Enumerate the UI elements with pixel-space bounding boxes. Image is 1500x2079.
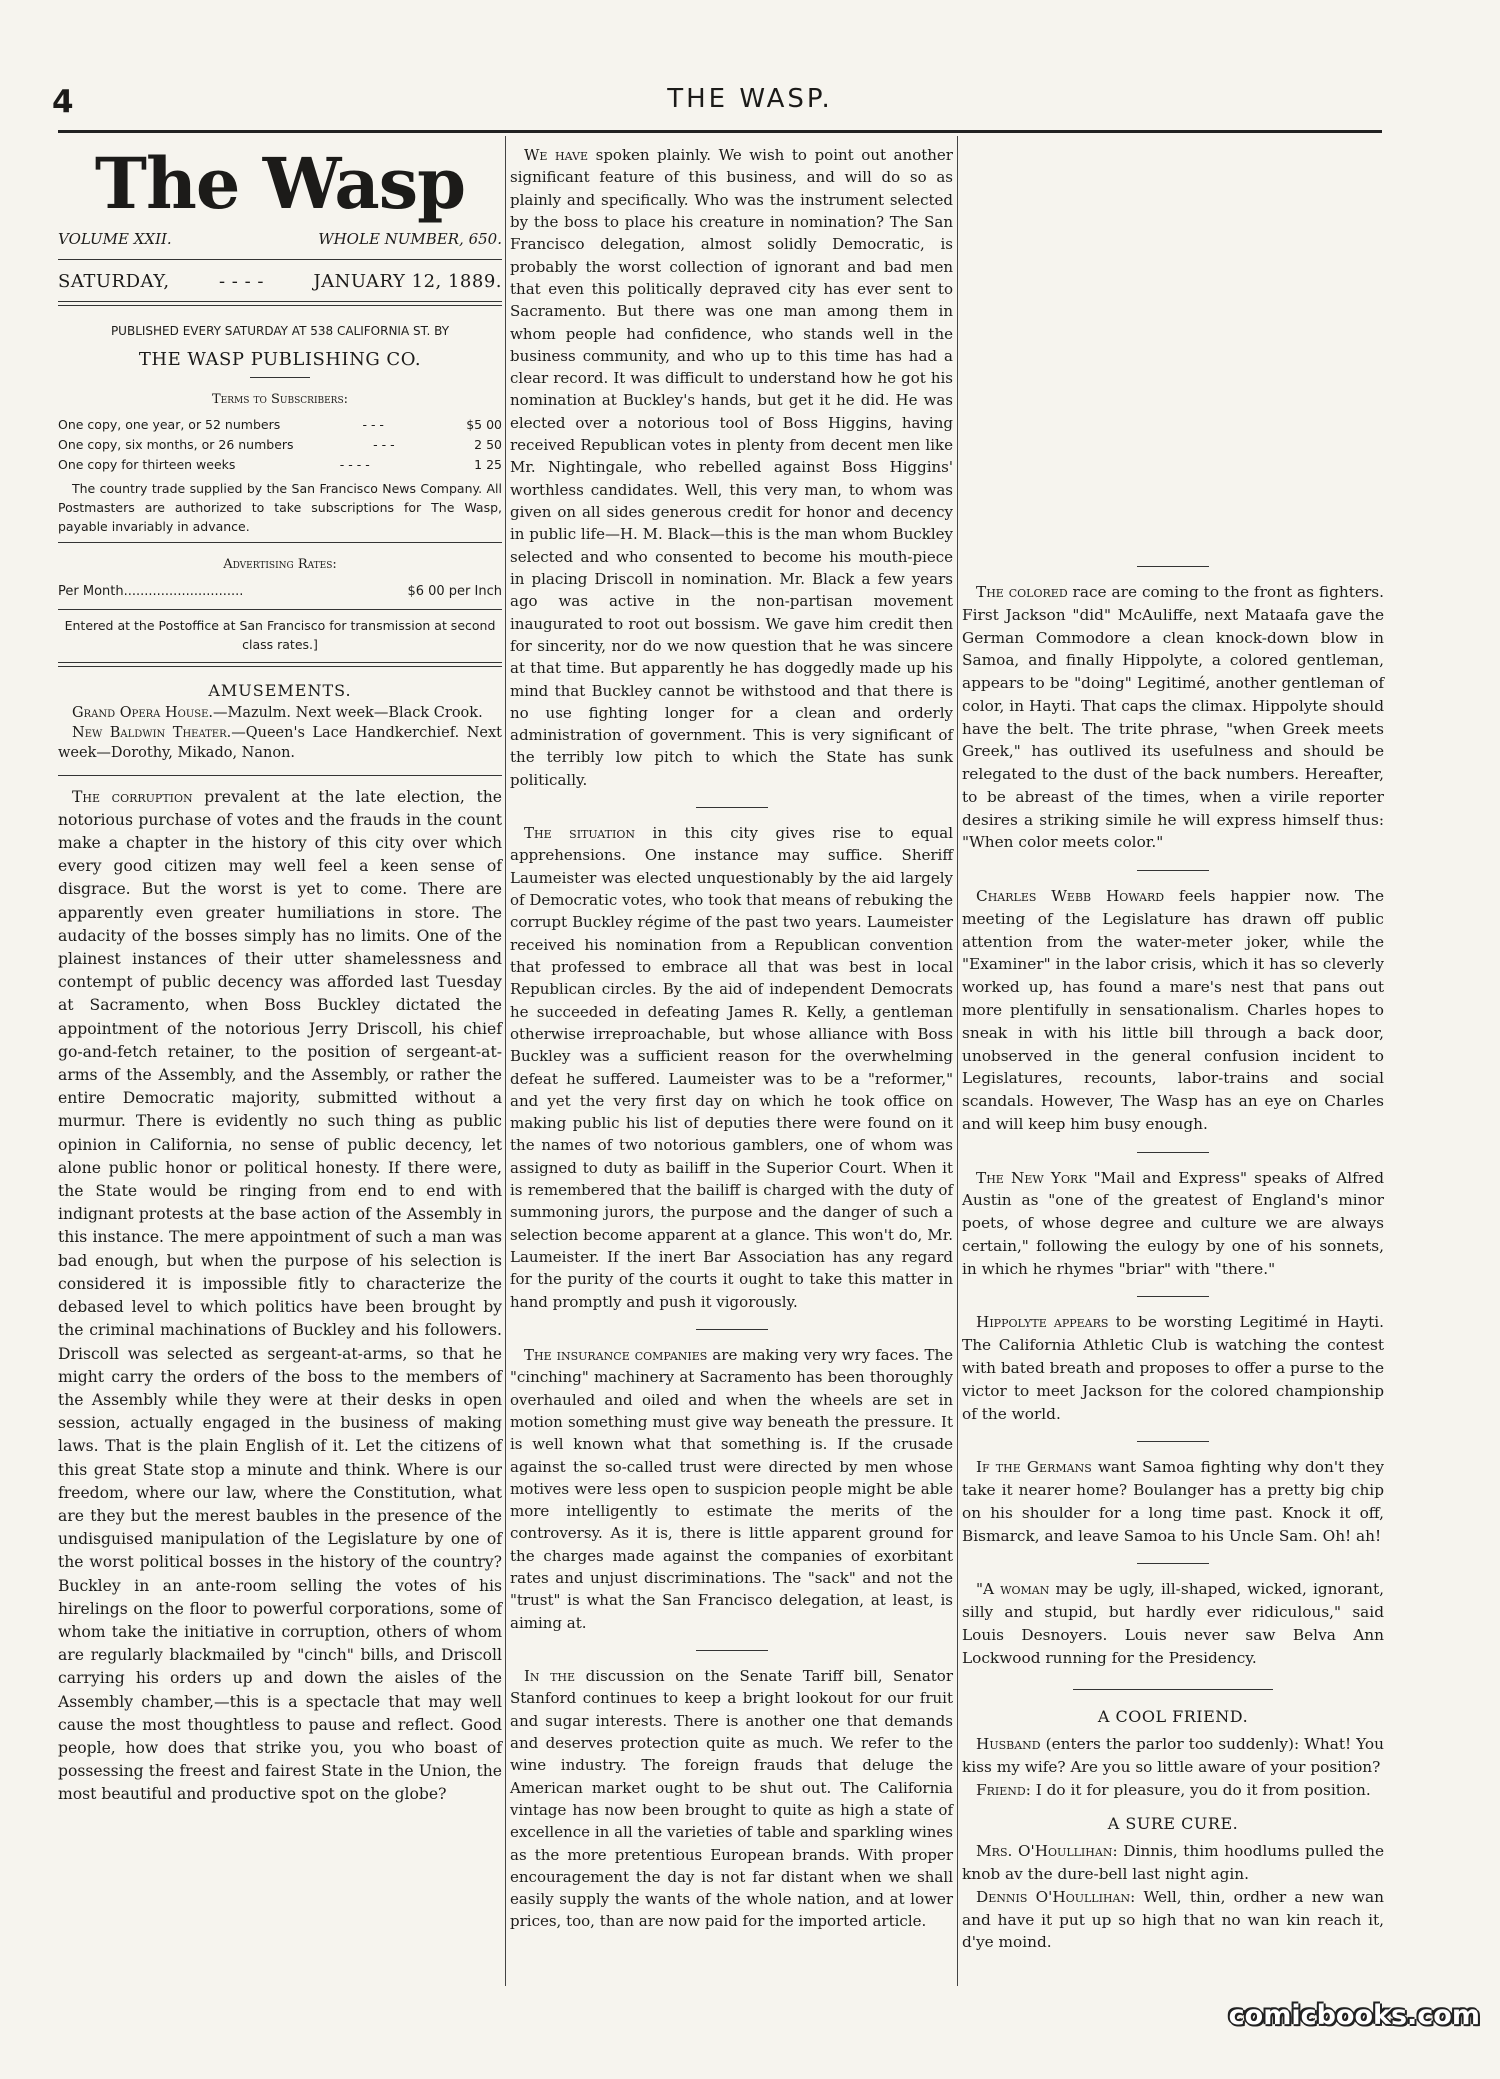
article-tariff bbox=[510, 1665, 953, 1933]
amusement-venue: Grand Opera House. bbox=[72, 704, 214, 721]
article-text: in this city gives rise to equal apprehensions. One instance may suffice. Sheriff Laumeister was elected unquestionably by the aid largely of Democratic votes, who took that means of rebuking the corrupt Buckley régime of the past two years. Laumeister received his nomination from a Republican convention that professed to embrace all that was best in local Republican circles. By the aid of independent Democrats he succeeded in defeating James R. Kelly, a gentleman otherwise irreproachable, but whose alliance with Boss Buckley was a sufficient reason for the overwhelming defeat he suffered. Laumeister was to be a "reformer," and yet the very first day on which he took office on making public his list of deputies there were found on it the names of two notorious gamblers, one of whom was assigned to duty as bailiff in the Superior Court. When it is remembered that the bailiff is charged with the duty of summoning jurors, the purpose and the danger of such a selection become apparent at a glance. This won't do, Mr. Laumeister. If the inert Bar Association has any regard for the purity of the courts it ought to take this matter in hand promptly and push it vigorously. bbox=[510, 824, 953, 1311]
article-text: are making very wry faces. The "cinching" machinery at Sacramento has been thoroughly overhauled and oiled and when the wheels are set in motion something must give way beneath the pressure. It is well known what that something is. If the crusade against the so-called trust were directed by men whose motives were less open to suspicion people might be able more intelligently to estimate the merits of the controversy. As it is, there is little apparent ground for the charges made against the companies of exorbitant rates and unjust discriminations. The "sack" and not the "trust" is what the San Francisco delegation, at least, is aiming at. bbox=[510, 1345, 953, 1632]
volume-line bbox=[58, 228, 502, 251]
advertising-label: Per Month............................. bbox=[58, 584, 244, 600]
article-howard bbox=[962, 885, 1384, 1135]
cool-friend-heading: A COOL FRIEND. bbox=[1097, 1707, 1249, 1727]
column-1 bbox=[58, 136, 502, 1807]
article-lead: The corruption bbox=[72, 787, 193, 806]
amusements-heading: AMUSEMENTS. bbox=[208, 681, 352, 701]
article-lead: If the Germans bbox=[976, 1458, 1092, 1477]
dialogue-line bbox=[962, 1779, 1384, 1802]
terms-row bbox=[58, 415, 502, 435]
terms-price: 2 50 bbox=[474, 437, 502, 453]
amusement-text: —Mazulm. Next week—Black Crook. bbox=[213, 704, 483, 721]
terms-dots: - - - bbox=[362, 417, 384, 433]
column-divider-1 bbox=[505, 136, 506, 1986]
dialogue-text: Well, thin, ordher a new wan and have it put up so high that no wan kin reach it, d'ye moind. bbox=[962, 1887, 1384, 1952]
article-separator bbox=[696, 807, 768, 808]
publisher-name: THE WASP PUBLISHING CO. bbox=[138, 348, 422, 370]
article-text: want Samoa fighting why don't they take it nearer home? Boulanger has a pretty big chip on his shoulder for a long time past. Knock it off, Bismarck, and leave Samoa to his Uncle Sam. Oh! ah! bbox=[962, 1458, 1384, 1545]
article-text: prevalent at the late election, the notorious purchase of votes and the frauds in the count make a chapter in the history of this city over which every good citizen may well feel a keen sense of disgrace. But the worst is yet to come. There are apparently even greater humiliations in store. The audacity of the bosses simply has no limits. One of the plainest instances of their utter shamelessness and contempt of public decency was afforded last Tuesday at Sacramento, when Boss Buckley dictated the appointment of the notorious Jerry Driscoll, his chief go-and-fetch retainer, to the position of sergeant-at-arms of the Assembly, and the Assembly, or rather the entire Democratic majority, submitted without a murmur. There is evidently no such thing as public opinion in California, no sense of public decency, let alone public honor or political honesty. If there were, the State would be ringing from end to end with indignant protests at the base action of the Assembly in this instance. The mere appointment of such a man was bad enough, but when the purpose of his selection is considered it is impossible fitly to characterize the debased level to which politics have been brought by the criminal machinations of Buckley and his followers. Driscoll was selected as sergeant-at-arms, so that he might carry the orders of the boss to the members of the Assembly while they were at their desks in open session, actually engaged in the business of making laws. That is the plain English of it. Let the citizens of this great State stop a minute and think. Where is our freedom, where our law, where the Constitution, what are they but the merest baubles in the presence of the undisguised manipulation of the Legislature by one of the worst political bosses in the history of the country? Buckley in an ante-room selling the votes of his hirelings on the floor to powerful corporations, some of whom take the initiative in corruption, others of whom are regularly blackmailed by "cinch" bills, and Driscoll carrying his orders up and down the aisles of the Assembly chamber,—this is a spectacle that may well cause the most thoughtless to pause and reflect. Good people, how does that strike you, you who boast of possessing the freest and fairest State in the Union, the most beautiful and productive spot on the globe? bbox=[58, 787, 502, 1804]
article-lead: In the bbox=[524, 1667, 576, 1685]
article-woman bbox=[962, 1578, 1384, 1669]
article-text: spoken plainly. We wish to point out another significant feature of this business, and will do so as plainly and specifically. Who was the instrument selected by the boss to place his creature in nomination? The San Francisco delegation, almost solidly Democratic, is probably the worst collection of ignorant and bad men that even this politically depraved city has ever sent to Sacramento. But there was one man among them in whom people had confidence, who stands well in the business community, and who up to this time has had a clear record. It was difficult to understand how he got his nomination at Buckley's hands, but get it he did. He was elected over a notorious tool of Boss Higgins, having received Republican votes in plenty from decent men like Mr. Nightingale, who rebelled against Boss Higgins' worthless candidates. Well, this very man, to whom was given on all sides generous credit for honor and decency in public life—H. M. Black—this is the man whom Buckley selected and who consented to become his mouth-piece in placing Driscoll in nomination. Mr. Black a few years ago was active in the non-partisan movement inaugurated to root out bossism. We gave him credit then for sincerity, nor do we now question that he was sincere at that time. But apparently he has doggedly made up his mind that Buckley cannot be withstood and that there is no use fighting longer for a clean and orderly administration of government. This is very significant of the terribly low pitch to which the State has sunk politically. bbox=[510, 146, 953, 789]
dialogue-speaker: Friend: bbox=[976, 1780, 1031, 1799]
article-separator bbox=[1137, 1563, 1209, 1564]
entered-notice: Entered at the Postoffice at San Francisco for transmission at second class rates.] bbox=[64, 618, 496, 653]
masthead-title: The Wasp bbox=[94, 142, 466, 225]
terms-dots: - - - - bbox=[339, 457, 370, 473]
article-separator bbox=[1137, 566, 1209, 567]
dialogue-line bbox=[962, 1886, 1384, 1954]
article-spoken bbox=[510, 144, 953, 791]
article-corruption bbox=[58, 786, 502, 1807]
article-separator bbox=[696, 1650, 768, 1651]
advertising-rule bbox=[58, 609, 502, 610]
article-separator bbox=[696, 1329, 768, 1330]
article-lead: Charles Webb Howard bbox=[976, 887, 1165, 906]
whole-number: WHOLE NUMBER, 650. bbox=[318, 230, 502, 248]
article-separator bbox=[1137, 870, 1209, 871]
article-separator bbox=[1137, 1296, 1209, 1297]
short-rule bbox=[250, 377, 310, 378]
article-separator bbox=[1137, 1152, 1209, 1153]
article-text: "Mail and Express" speaks of Alfred Austin as "one of the greatest of England's minor poets, of whose degree and culture we are always certain," following the eulogy by one of his sonnets, in which he rhymes "briar" with "there." bbox=[962, 1168, 1384, 1278]
terms-row bbox=[58, 435, 502, 455]
article-lead: Hippolyte appears bbox=[976, 1313, 1109, 1332]
watermark: comicbooks.com bbox=[1228, 2000, 1480, 2031]
section-separator bbox=[1073, 1689, 1273, 1690]
amusement-item bbox=[58, 723, 502, 763]
terms-table bbox=[58, 415, 502, 475]
terms-price: $5 00 bbox=[466, 417, 502, 433]
article-text: to be worsting Legitimé in Hayti. The California Athletic Club is watching the contest with bated breath and proposes to offer a purse to the victor to meet Jackson for the colored championship of the world. bbox=[962, 1313, 1384, 1423]
column-3 bbox=[962, 136, 1384, 1954]
sure-cure-heading: A SURE CURE. bbox=[1107, 1814, 1239, 1834]
article-lead: The insurance companies bbox=[524, 1345, 708, 1364]
article-lead: The colored bbox=[976, 583, 1068, 601]
article-germans bbox=[962, 1456, 1384, 1547]
article-text: feels happier now. The meeting of the Legislature has drawn off public attention from the water-meter joker, while the "Examiner" in the labor crisis, which it has so cleverly worked up, has found a mare's nest that pans out more plentifully in sensationalism. Charles hopes to sneak in with his little bill through a back door, unobserved in the general confusion incident to Legislatures, recounts, labor-trains and social scandals. However, The Wasp has an eye on Charles and will keep him busy enough. bbox=[962, 887, 1384, 1133]
dialogue-text: (enters the parlor too suddenly): What! You kiss my wife? Are you so little aware of your position? bbox=[962, 1735, 1384, 1776]
article-situation bbox=[510, 822, 953, 1313]
amusement-venue: New Baldwin Theater. bbox=[72, 724, 232, 741]
terms-label: One copy for thirteen weeks bbox=[58, 457, 236, 473]
advertising-row bbox=[58, 580, 502, 603]
advertising-rate: $6 00 per Inch bbox=[407, 584, 502, 600]
article-text: discussion on the Senate Tariff bill, Senator Stanford continues to keep a bright lookout for our fruit and sugar interests. There is another one that demands and deserves protection quite as much. We refer to the wine industry. The foreign frauds that deluge the American market ought to be shut out. The California vintage has now been brought to quite as high a state of excellence in all the varieties of table and sparkling wines as the more pretentious European brands. With proper encouragement the day is not far distant when we shall easily supply the wants of the whole nation, and at lower prices, too, than are now paid for the imported article. bbox=[510, 1667, 953, 1931]
terms-price: 1 25 bbox=[474, 457, 502, 473]
top-rule bbox=[58, 130, 1382, 133]
article-insurance bbox=[510, 1344, 953, 1634]
terms-rule bbox=[58, 542, 502, 543]
amusements-rule bbox=[58, 775, 502, 776]
dialogue-speaker: Husband bbox=[976, 1735, 1041, 1754]
article-colored bbox=[962, 581, 1384, 854]
running-title: THE WASP. bbox=[667, 84, 833, 114]
article-lead: The New York bbox=[976, 1168, 1087, 1187]
dialogue-text: I do it for pleasure, you do it from position. bbox=[1030, 1780, 1371, 1799]
date-rule bbox=[58, 301, 502, 306]
article-lead: The situation bbox=[524, 824, 635, 843]
amusement-text: —Queen's Lace Handkerchief. Next week—Dorothy, Mikado, Nanon. bbox=[58, 724, 502, 761]
column-divider-2 bbox=[957, 136, 958, 1986]
column-2 bbox=[510, 136, 953, 1933]
masthead-bottom-rule bbox=[58, 662, 502, 667]
article-hippolyte bbox=[962, 1311, 1384, 1425]
dialogue-line bbox=[962, 1733, 1384, 1779]
amusement-item bbox=[58, 703, 502, 723]
article-lead: "A woman bbox=[976, 1580, 1050, 1599]
article-text: race are coming to the front as fighters. First Jackson "did" McAuliffe, next Mataafa gave the German Commodore a clean knock-down blow in Samoa, and finally Hippolyte, a colored gentleman, appears to be "doing" Legitimé, another gentleman of color, in Hayti. That caps the climax. Hippolyte should have the belt. The trite phrase, "when Greek meets Greek," has outlived its usefulness and should be relegated to the dust of the back numbers. Hereafter, to be abreast of the times, when a virile reporter desires a striking simile he will express himself thus: "When color meets color." bbox=[962, 583, 1384, 852]
masthead-rule bbox=[58, 259, 502, 260]
published-line: PUBLISHED EVERY SATURDAY AT 538 CALIFORNIA ST. BY bbox=[110, 324, 450, 339]
date-line bbox=[58, 270, 502, 293]
terms-label: One copy, one year, or 52 numbers bbox=[58, 417, 281, 433]
dialogue-speaker: Mrs. O'Houllihan: bbox=[976, 1842, 1118, 1861]
terms-note: The country trade supplied by the San Francisco News Company. All Postmasters are authorized to take subscriptions for The Wasp, payable invariably in advance. bbox=[58, 481, 502, 535]
date-dashes: - - - - bbox=[219, 271, 264, 293]
article-separator bbox=[1137, 1441, 1209, 1442]
issue-day: SATURDAY, bbox=[58, 271, 170, 293]
article-text: may be ugly, ill-shaped, wicked, ignorant, silly and stupid, but hardly ever ridiculous," said Louis Desnoyers. Louis never saw Belva Ann Lockwood running for the Presidency. bbox=[962, 1580, 1384, 1667]
issue-date: JANUARY 12, 1889. bbox=[313, 271, 502, 293]
terms-label: One copy, six months, or 26 numbers bbox=[58, 437, 294, 453]
volume: VOLUME XXII. bbox=[58, 230, 172, 248]
page-number: 4 bbox=[52, 84, 74, 120]
terms-row bbox=[58, 455, 502, 475]
advertising-heading: Advertising Rates: bbox=[223, 557, 337, 573]
terms-heading: Terms to Subscribers: bbox=[211, 391, 349, 407]
terms-dots: - - - bbox=[373, 437, 395, 453]
dialogue-line bbox=[962, 1840, 1384, 1886]
article-lead: We have bbox=[524, 146, 589, 164]
dialogue-text: Dinnis, thim hoodlums pulled the knob av the dure-bell last night agin. bbox=[962, 1842, 1384, 1883]
article-newyork bbox=[962, 1167, 1384, 1281]
dialogue-speaker: Dennis O'Houllihan: bbox=[976, 1887, 1136, 1906]
